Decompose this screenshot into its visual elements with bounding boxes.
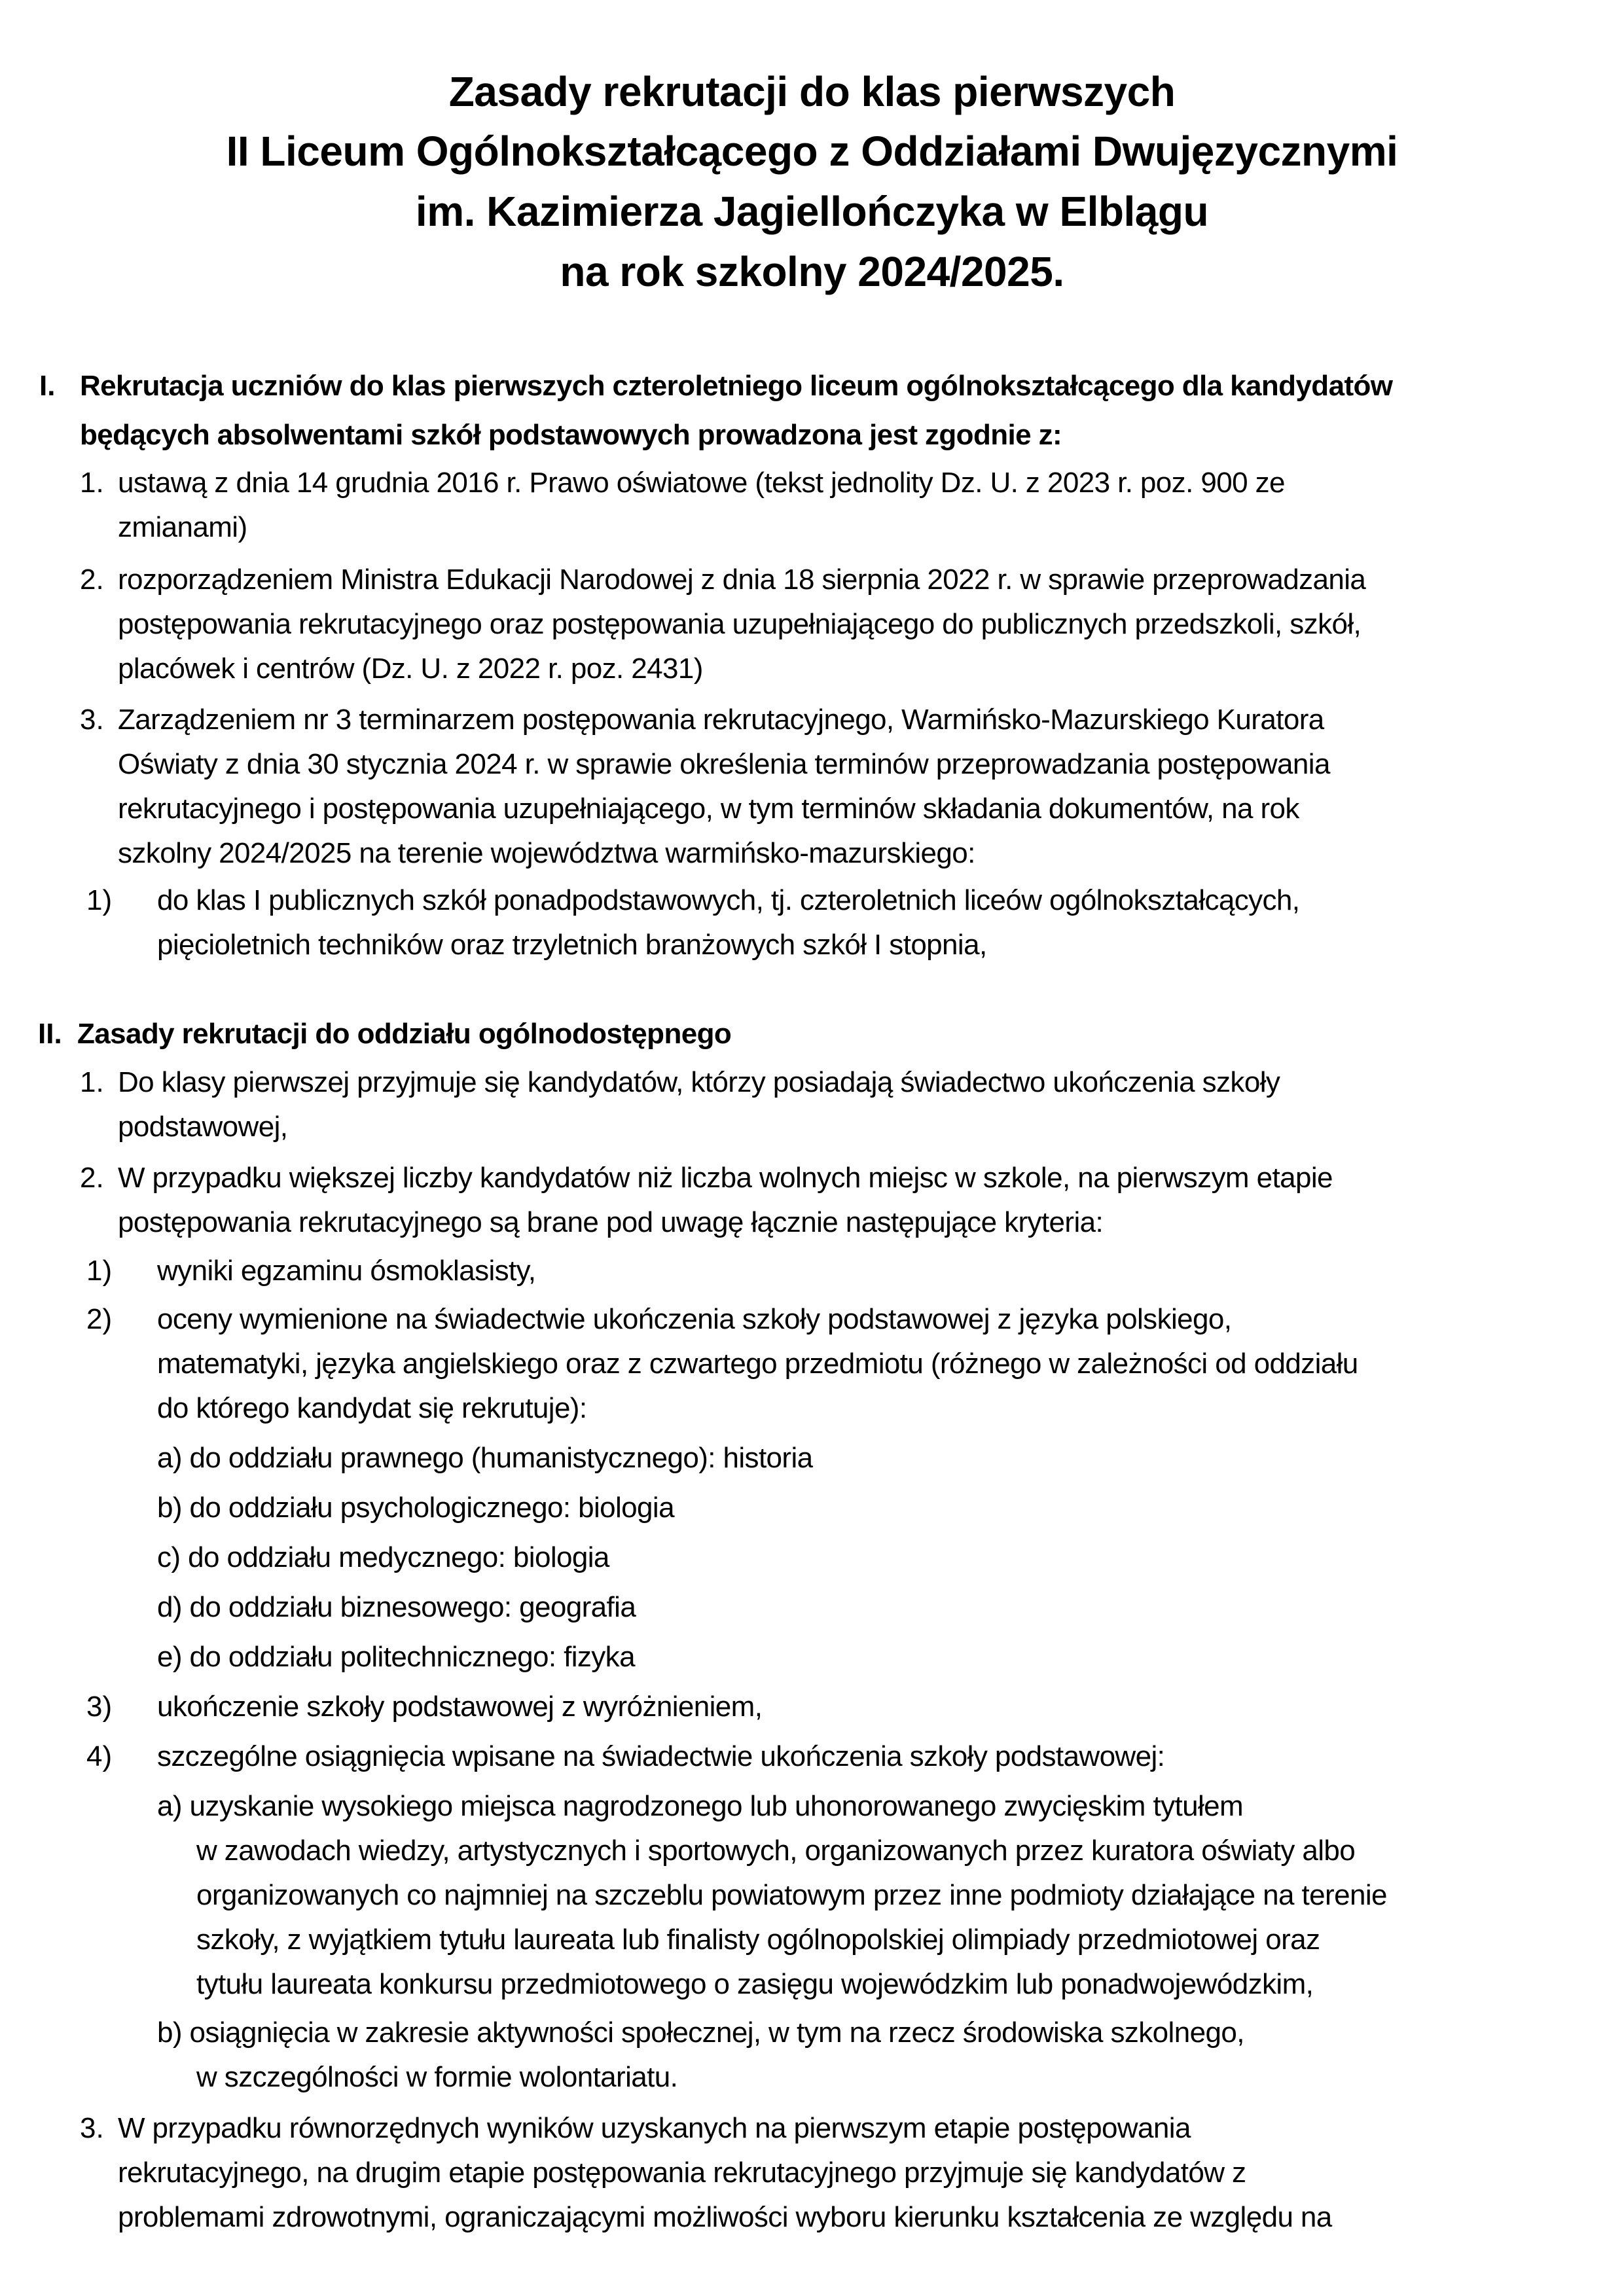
list-number: 1) xyxy=(86,884,113,916)
list-item-text: matematyki, języka angielskiego oraz z czwartego przedmiotu (różnego w zależności od oddziału xyxy=(157,1348,1358,1380)
list-item-text: w szczególności w formie wolontariatu. xyxy=(196,2061,678,2093)
list-item-text: Zarządzeniem nr 3 terminarzem postępowania rekrutacyjnego, Warmińsko-Mazurskiego Kuratora xyxy=(118,704,1324,736)
title-line-3: im. Kazimierza Jagiellończyka w Elblągu xyxy=(415,188,1209,235)
section-1-number: I. xyxy=(39,370,56,402)
list-number: 1. xyxy=(80,1066,104,1098)
list-number: 1) xyxy=(86,1255,113,1287)
list-number: 3. xyxy=(80,704,104,736)
subject-item: c) do oddziału medycznego: biologia xyxy=(157,1541,609,1573)
list-item-text: do klas I publicznych szkół ponadpodstawowych, tj. czteroletnich liceów ogólnokształcących, xyxy=(157,884,1300,916)
list-item-text: pięcioletnich techników oraz trzyletnich branżowych szkół I stopnia, xyxy=(157,929,987,961)
list-item-text: Oświaty z dnia 30 stycznia 2024 r. w sprawie określenia terminów przeprowadzania postępowania xyxy=(118,748,1330,780)
list-item-text: oceny wymienione na świadectwie ukończenia szkoły podstawowej z języka polskiego, xyxy=(157,1303,1232,1335)
list-item-text: szczególne osiągnięcia wpisane na świadectwie ukończenia szkoły podstawowej: xyxy=(157,1740,1165,1772)
list-item-text: zmianami) xyxy=(118,511,247,543)
list-item-text: szkoły, z wyjątkiem tytułu laureata lub finalisty ogólnopolskiej olimpiady przedmiotowej oraz xyxy=(196,1924,1320,1956)
section-2-number: II. xyxy=(38,1018,62,1050)
list-item-text: placówek i centrów (Dz. U. z 2022 r. poz. 2431) xyxy=(118,653,703,685)
list-item-text: rekrutacyjnego i postępowania uzupełniającego, w tym terminów składania dokumentów, na rok xyxy=(118,793,1299,825)
list-item-text: do którego kandydat się rekrutuje): xyxy=(157,1392,587,1424)
subject-item: b) do oddziału psychologicznego: biologia xyxy=(157,1492,674,1524)
list-number: 3. xyxy=(80,2112,104,2144)
list-item-text: ustawą z dnia 14 grudnia 2016 r. Prawo oświatowe (tekst jednolity Dz. U. z 2023 r. poz. 900 ze xyxy=(118,467,1285,499)
list-number: 2. xyxy=(80,564,104,596)
list-item-text: tytułu laureata konkursu przedmiotowego o zasięgu wojewódzkim lub ponadwojewódzkim, xyxy=(196,1968,1314,2000)
list-item-text: ukończenie szkoły podstawowej z wyróżnieniem, xyxy=(157,1691,763,1723)
list-item-text: wyniki egzaminu ósmoklasisty, xyxy=(157,1255,536,1287)
section-2-heading: Zasady rekrutacji do oddziału ogólnodostępnego xyxy=(77,1018,732,1050)
list-item-text: Do klasy pierwszej przyjmuje się kandydatów, którzy posiadają świadectwo ukończenia szkoły xyxy=(118,1066,1280,1098)
list-number: 2. xyxy=(80,1162,104,1194)
list-item-text: problemami zdrowotnymi, ograniczającymi możliwości wyboru kierunku kształcenia ze względu na xyxy=(118,2201,1332,2233)
subject-item: a) do oddziału prawnego (humanistycznego): historia xyxy=(157,1442,813,1474)
list-item-text: W przypadku większej liczby kandydatów niż liczba wolnych miejsc w szkole, na pierwszym etapie xyxy=(118,1162,1333,1194)
list-item-text: postępowania rekrutacyjnego oraz postępowania uzupełniającego do publicznych przedszkoli, szkół, xyxy=(118,608,1362,640)
title-line-2: II Liceum Ogólnokształcącego z Oddziałami Dwujęzycznymi xyxy=(226,128,1398,175)
list-item-text: podstawowej, xyxy=(118,1111,288,1143)
list-number: 1. xyxy=(80,467,104,499)
title-line-1: Zasady rekrutacji do klas pierwszych xyxy=(448,68,1176,115)
list-number: 4) xyxy=(86,1740,113,1772)
list-item-text: organizowanych co najmniej na szczeblu powiatowym przez inne podmioty działające na terenie xyxy=(196,1879,1387,1911)
subject-item: e) do oddziału politechnicznego: fizyka xyxy=(157,1641,635,1673)
list-item-text: a) uzyskanie wysokiego miejsca nagrodzonego lub uhonorowanego zwycięskim tytułem xyxy=(157,1790,1244,1822)
list-item-text: W przypadku równorzędnych wyników uzyskanych na pierwszym etapie postępowania xyxy=(118,2112,1191,2144)
section-1-heading-line-1: Rekrutacja uczniów do klas pierwszych czteroletniego liceum ogólnokształcącego dla kandydatów xyxy=(80,370,1393,402)
section-1-heading-line-2: będących absolwentami szkół podstawowych prowadzona jest zgodnie z: xyxy=(80,419,1062,451)
list-item-text: b) osiągnięcia w zakresie aktywności społecznej, w tym na rzecz środowiska szkolnego, xyxy=(157,2017,1244,2049)
list-item-text: postępowania rekrutacyjnego są brane pod uwagę łącznie następujące kryteria: xyxy=(118,1206,1104,1238)
list-item-text: szkolny 2024/2025 na terenie województwa warmińsko-mazurskiego: xyxy=(118,837,975,869)
list-number: 3) xyxy=(86,1691,113,1723)
title-line-4: na rok szkolny 2024/2025. xyxy=(560,248,1064,295)
list-item-text: rozporządzeniem Ministra Edukacji Narodowej z dnia 18 sierpnia 2022 r. w sprawie przeprowadzania xyxy=(118,564,1366,596)
list-number: 2) xyxy=(86,1303,113,1335)
subject-item: d) do oddziału biznesowego: geografia xyxy=(157,1591,636,1623)
list-item-text: rekrutacyjnego, na drugim etapie postępowania rekrutacyjnego przyjmuje się kandydatów z xyxy=(118,2157,1246,2189)
list-item-text: w zawodach wiedzy, artystycznych i sportowych, organizowanych przez kuratora oświaty albo xyxy=(196,1835,1356,1867)
